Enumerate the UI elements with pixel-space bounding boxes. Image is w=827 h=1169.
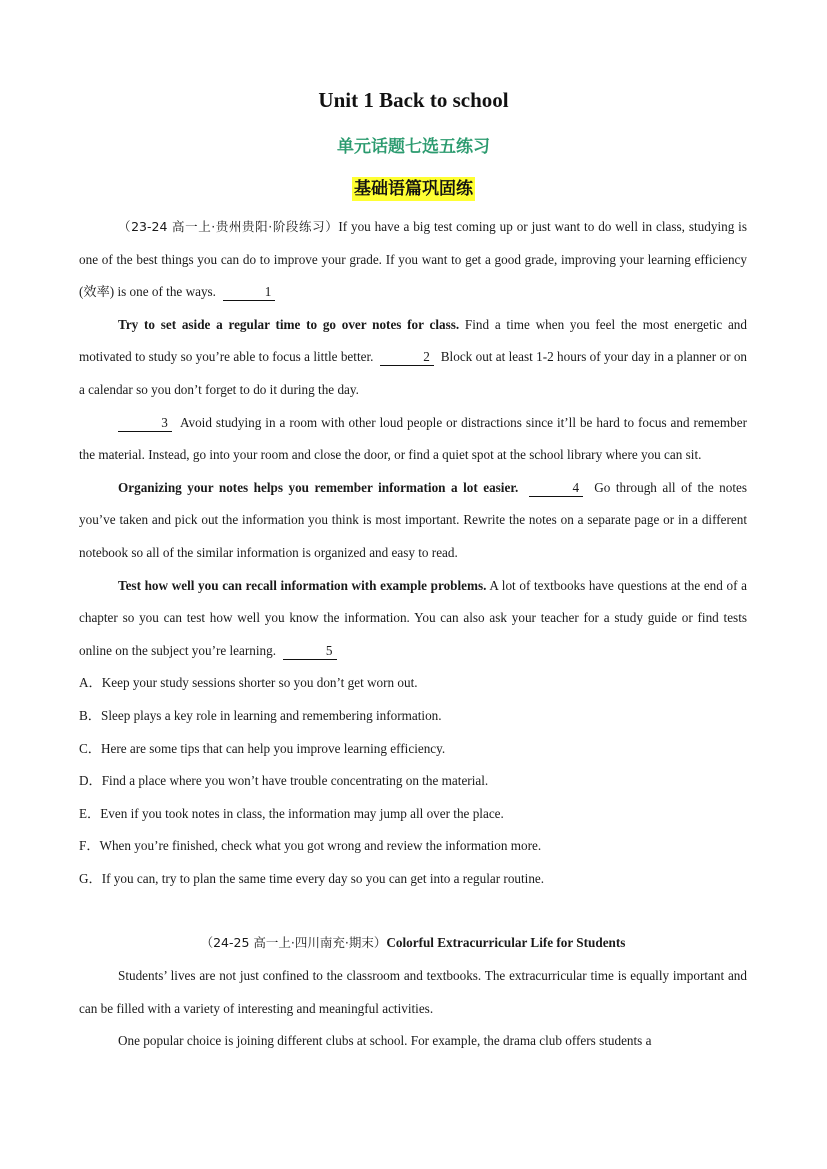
section-heading-highlight: 基础语篇巩固练: [354, 179, 473, 199]
passage2-paragraph-1: Students’ lives are not just confined to the classroom and textbooks. The extracurricular time is equally important and can be filled with a variety of interesting and meaningful activities.: [79, 968, 747, 1016]
passage1-p5-topic: Test how well you can recall information with example problems.: [118, 577, 487, 593]
option-d: D．Find a place where you won’t have trouble concentrating on the material.: [79, 773, 489, 789]
option-a: A．Keep your study sessions shorter so you don’t get worn out.: [79, 675, 418, 691]
option-c: C．Here are some tips that can help you improve learning efficiency.: [79, 740, 446, 756]
option-b: B．Sleep plays a key role in learning and remembering information.: [79, 707, 442, 723]
passage1-p2-text-b: Block out at least 1-2 hours of your day in a planner or on a calendar so you don’t forget to do it during the day.: [79, 349, 748, 397]
blank-4: 4: [529, 480, 583, 497]
option-g: G．If you can, try to plan the same time every day so you can get into a regular routine.: [79, 870, 545, 886]
blank-3: 3: [118, 415, 172, 432]
passage1-p4-text: Go through all of the notes you’ve taken and pick out the information you think is most important. Rewrite the notes on a separate page or in a different notebook so all of the similar information is organized and easy to read.: [79, 479, 748, 560]
passage2-title: Colorful Extracurricular Life for Students: [386, 935, 626, 951]
blank-5: 5: [283, 643, 337, 660]
passage1-p1-text: If you have a big test coming up or just want to do well in class, studying is one of the best things you can do to improve your grade. If you want to get a good grade, improving your learning efficiency (效率) is one of the ways.: [79, 219, 747, 300]
passage2-source: （24-25 高一上·四川南充·期末）: [200, 935, 387, 951]
blank-2: 2: [380, 349, 434, 366]
passage1-paragraph-5: [79, 570, 747, 668]
passage1-paragraph-3: [79, 407, 747, 472]
option-e: E．Even if you took notes in class, the information may jump all over the place.: [79, 805, 504, 821]
unit-title: Unit 1 Back to school: [318, 88, 509, 112]
passage-body: [79, 211, 747, 1058]
option-f: F．When you’re finished, check what you got wrong and review the information more.: [79, 838, 542, 854]
passage2-heading: [79, 927, 747, 960]
spacer: [79, 895, 747, 927]
passage1-p5-text: A lot of textbooks have questions at the end of a chapter so you can test how well you know the information. You can also ask your teacher for a study guide or find tests online on the subject you’re learning.: [79, 577, 747, 658]
passage1-p4-topic: Organizing your notes helps you remember information a lot easier.: [118, 479, 519, 495]
passage2-paragraph-2: One popular choice is joining different clubs at school. For example, the drama club offers students a: [118, 1033, 652, 1049]
passage1-paragraph-1: [79, 211, 747, 309]
passage1-p2-topic: Try to set aside a regular time to go over notes for class.: [118, 316, 460, 332]
passage1-p3-text: Avoid studying in a room with other loud people or distractions since it’ll be hard to focus and remember the material. Instead, go into your room and close the door, or find a quiet spot at the school library where you can sit.: [79, 414, 747, 463]
passage1-source: （23-24 高一上·贵州贵阳·阶段练习）: [118, 219, 339, 234]
section-heading: [0, 174, 827, 199]
blank-1: 1: [223, 284, 275, 301]
exercise-subtitle: 单元话题七选五练习: [337, 137, 490, 157]
passage1-paragraph-4: [79, 472, 747, 570]
passage1-paragraph-2: [79, 309, 747, 407]
passage1-p2-text-a: Find a time when you feel the most energetic and motivated to study so you’re able to focus a little better.: [79, 316, 747, 365]
